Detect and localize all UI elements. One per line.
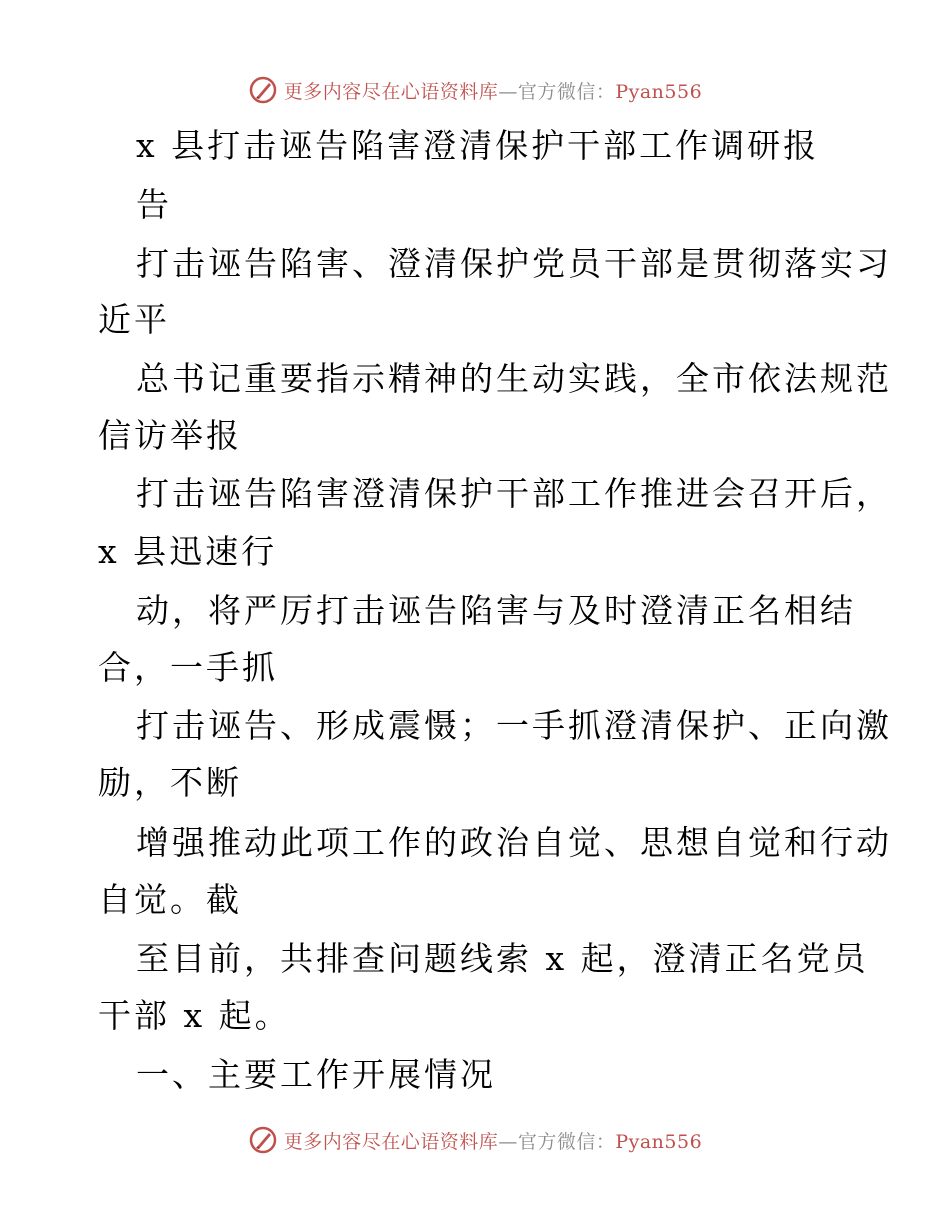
quill-pen-circle-icon <box>248 1125 278 1155</box>
paragraph-line: 自觉。截 <box>98 880 242 919</box>
footer-watermark <box>0 1122 950 1158</box>
paragraph-line: 近平 <box>98 300 170 339</box>
paragraph-line: 合，一手抓 <box>98 648 278 687</box>
header-watermark <box>0 72 950 108</box>
watermark-gray-text: —官方微信： <box>498 1130 616 1153</box>
section-heading: 一、主要工作开展情况 <box>136 1055 496 1094</box>
paragraph-line: 打击诬告陷害澄清保护干部工作推进会召开后， <box>136 474 892 513</box>
paragraph-line: 动，将严厉打击诬告陷害与及时澄清正名相结 <box>136 591 856 630</box>
paragraph-line: 打击诬告、形成震慑；一手抓澄清保护、正向激 <box>136 706 892 745</box>
paragraph-line: 打击诬告陷害、澄清保护党员干部是贯彻落实习 <box>136 244 892 283</box>
paragraph-line: 干部 x 起。 <box>98 996 291 1035</box>
paragraph-line: 信访举报 <box>98 416 242 455</box>
watermark-text <box>284 1127 702 1154</box>
quill-pen-circle-icon <box>248 75 278 105</box>
paragraph-line: 至目前，共排查问题线索 x 起，澄清正名党员 <box>136 939 869 978</box>
paragraph-line: 总书记重要指示精神的生动实践，全市依法规范 <box>136 359 892 398</box>
watermark-red-text: 更多内容尽在心语资料库 <box>283 80 499 103</box>
paragraph-line: 励，不断 <box>98 763 242 802</box>
watermark-id-text: Pyan556 <box>615 1130 703 1153</box>
document-title-line-2: 告 <box>136 185 172 224</box>
watermark-id-text: Pyan556 <box>615 80 703 103</box>
paragraph-line: 增强推动此项工作的政治自觉、思想自觉和行动 <box>136 823 892 862</box>
watermark-gray-text: —官方微信： <box>498 80 616 103</box>
watermark-text <box>284 77 702 104</box>
paragraph-line: x 县迅速行 <box>98 532 278 571</box>
watermark-red-text: 更多内容尽在心语资料库 <box>283 1130 499 1153</box>
document-title-line-1: x 县打击诬告陷害澄清保护干部工作调研报 <box>136 126 820 165</box>
